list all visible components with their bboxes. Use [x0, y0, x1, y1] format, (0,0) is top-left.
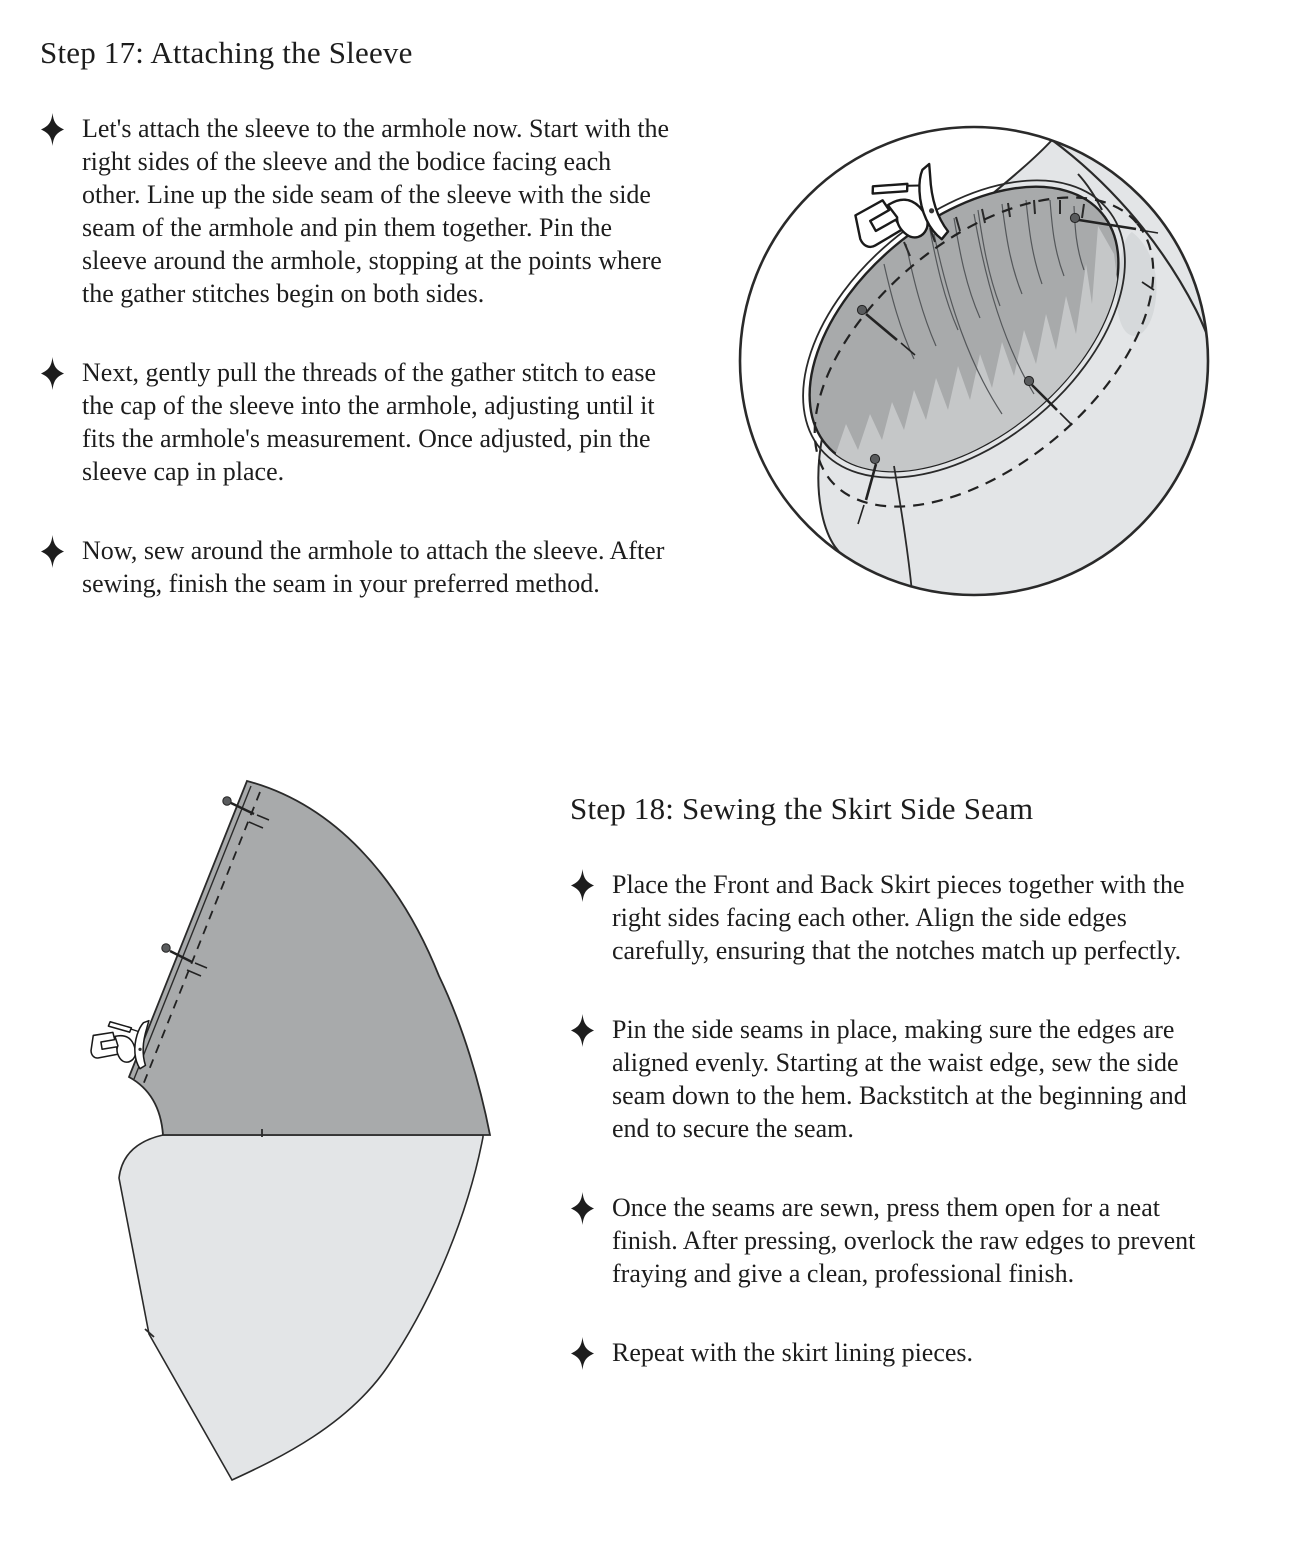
sparkle-bullet-icon	[40, 113, 65, 146]
bullet-text: Let's attach the sleeve to the armhole now. Start with the right sides of the sleeve and the bodice facing each other. Line up the side seam of the sleeve with the side seam of the armhole and pin them together. Pin the sleeve around the armhole, stopping at the points where the gather stitches begin on both sides.	[82, 114, 670, 309]
bullet-text: Once the seams are sewn, press them open for a neat finish. After pressing, overlock the raw edges to prevent fraying and give a clean, professional finish.	[612, 1193, 1196, 1289]
bullet-text: Next, gently pull the threads of the gather stitch to ease the cap of the sleeve into the armhole, adjusting until it fits the armhole's measurement. Once adjusted, pin the sleeve cap in place.	[82, 358, 656, 487]
bullet-text: Repeat with the skirt lining pieces.	[612, 1338, 974, 1368]
step-17-bullet-list	[40, 112, 674, 600]
list-item	[570, 1191, 1204, 1290]
armhole-sleeve-svg	[734, 114, 1220, 608]
list-item	[570, 1336, 1204, 1370]
front-skirt-piece	[119, 1135, 483, 1480]
bullet-text: Place the Front and Back Skirt pieces together with the right sides facing each other. Align the side edges carefully, ensuring that the notches match up perfectly.	[612, 870, 1185, 966]
sparkle-bullet-icon	[40, 535, 65, 568]
skirt-side-seam-svg	[64, 756, 578, 1538]
step-18-title: Step 18: Sewing the Skirt Side Seam	[570, 791, 1034, 826]
skirt-side-seam-illustration	[64, 756, 578, 1538]
armhole-sleeve-illustration	[734, 114, 1220, 608]
list-item	[40, 356, 674, 488]
step-18-section	[570, 790, 1204, 1370]
list-item	[570, 1013, 1204, 1145]
sparkle-bullet-icon	[40, 357, 65, 390]
list-item	[40, 534, 674, 600]
presser-foot-icon	[90, 1015, 150, 1069]
step-17-title: Step 17: Attaching the Sleeve	[40, 35, 413, 70]
bullet-text: Pin the side seams in place, making sure the edges are aligned evenly. Starting at the waist edge, sew the side seam down to the hem. Backstitch at the beginning and end to secure the seam.	[612, 1015, 1187, 1144]
step-18-bullet-list	[570, 868, 1204, 1370]
list-item	[570, 868, 1204, 967]
list-item	[40, 112, 674, 310]
step-17-section	[40, 34, 674, 600]
bullet-text: Now, sew around the armhole to attach the sleeve. After sewing, finish the seam in your preferred method.	[82, 536, 665, 599]
